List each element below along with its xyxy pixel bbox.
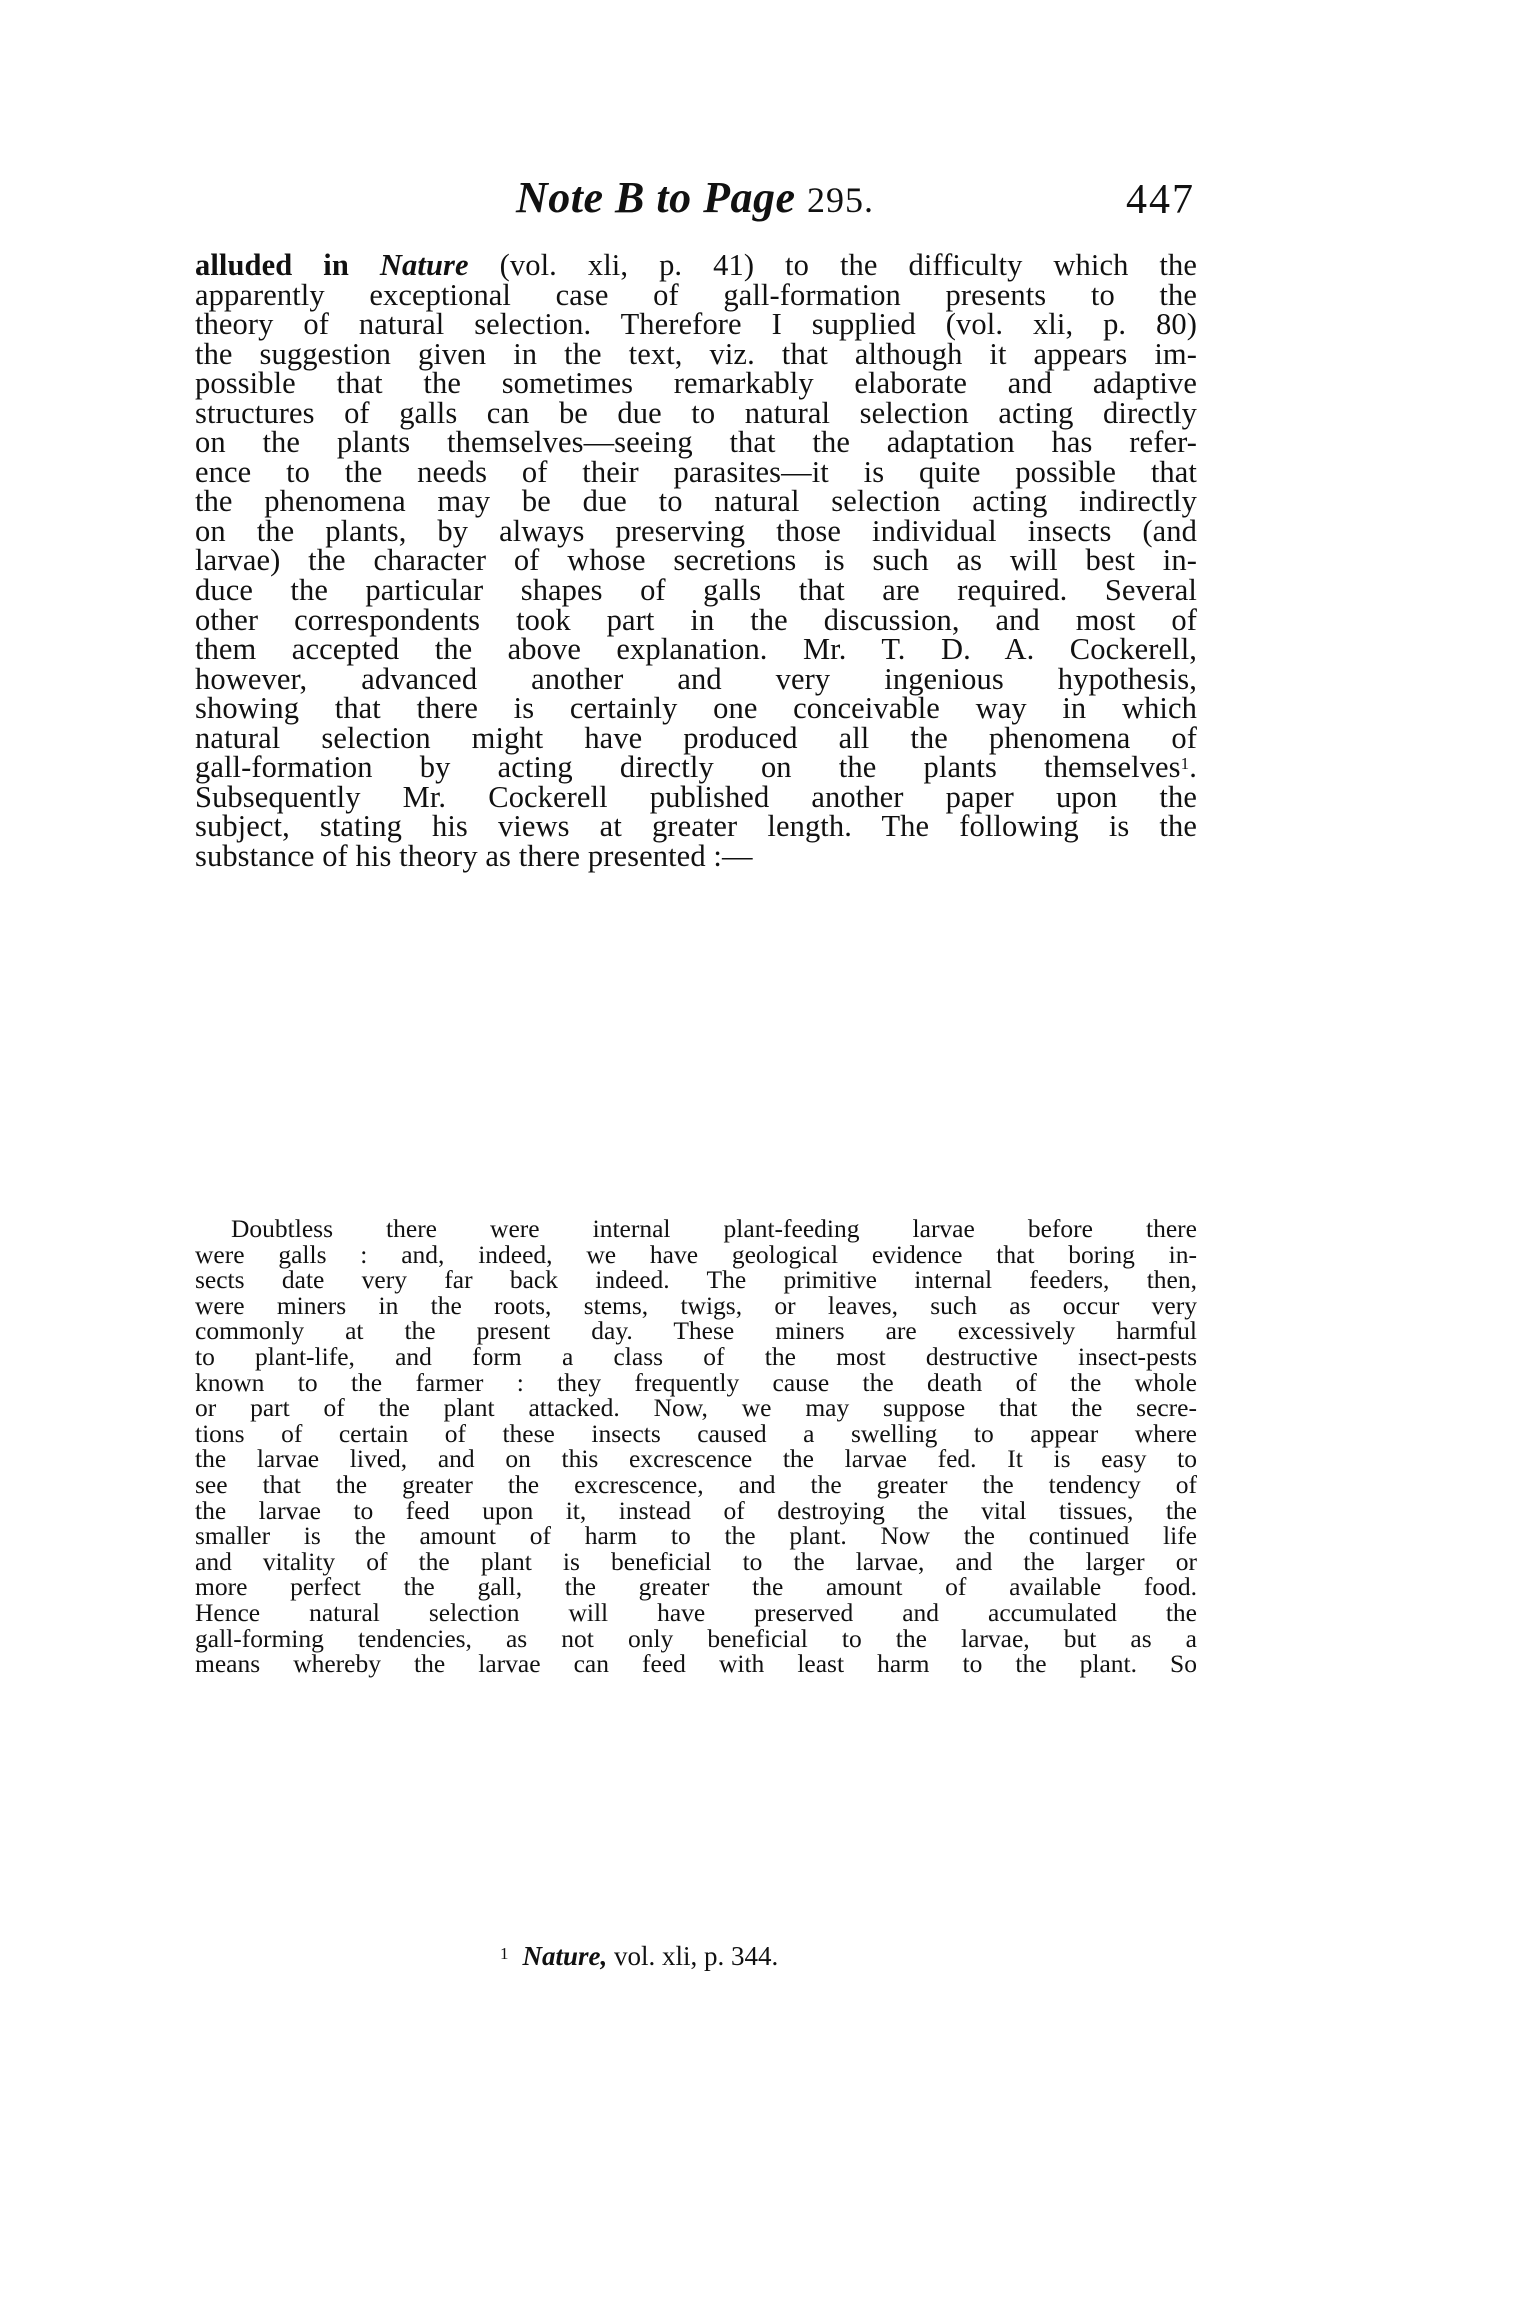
quote-line: see that the greater the excrescence, and the greater the tendency of <box>195 1469 1197 1499</box>
body-line: Subsequently Mr. Cockerell published another paper upon the <box>195 779 1197 814</box>
running-title-text: Note B to Page <box>515 173 796 222</box>
body-line-text: gall-formation by acting directly on the plants themselves <box>195 750 1181 785</box>
running-title <box>195 168 1195 230</box>
body-line: them accepted the above explanation. Mr. T. D. A. Cockerell, <box>195 632 1197 667</box>
quote-line: gall-forming tendencies, as not only beneficial to the larvae, but as a <box>195 1623 1197 1653</box>
quote-line: to plant-life, and form a class of the most destructive insect-pests <box>195 1341 1197 1371</box>
body-line: subject, stating his views at greater length. The following is the <box>195 809 1197 844</box>
footnote <box>500 1936 1000 1976</box>
quote-line: means whereby the larvae can feed with least harm to the plant. So <box>195 1649 1197 1679</box>
footnote-citation: vol. xli, p. 344. <box>607 1941 779 1971</box>
body-line: duce the particular shapes of galls that are required. Several <box>195 573 1197 608</box>
quote-line: the larvae to feed upon it, instead of destroying the vital tissues, the <box>195 1495 1197 1525</box>
body-line: on the plants themselves—seeing that the adaptation has refer- <box>195 425 1197 460</box>
quote-line: or part of the plant attacked. Now, we may suppose that the secre- <box>195 1393 1197 1423</box>
body-line: natural selection might have produced all the phenomena of <box>195 720 1197 755</box>
body-line-text: . <box>1189 750 1197 785</box>
body-line: the suggestion given in the text, viz. that although it appears im- <box>195 336 1197 371</box>
body-line: on the plants, by always preserving those individual insects (and <box>195 513 1197 548</box>
footnote-reference[interactable]: 1 <box>1180 754 1190 774</box>
running-title-page-ref: 295. <box>807 180 874 220</box>
quote-line: the larvae lived, and on this excrescence the larvae fed. It is easy to <box>195 1444 1197 1474</box>
body-line: other correspondents took part in the discussion, and most of <box>195 602 1197 637</box>
block-quote <box>195 1216 1197 1677</box>
body-line: possible that the sometimes remarkably elaborate and adaptive <box>195 366 1197 401</box>
quote-line: smaller is the amount of harm to the plant. Now the continued life <box>195 1521 1197 1551</box>
body-line: showing that there is certainly one conceivable way in which <box>195 691 1197 726</box>
body-line: structures of galls can be due to natural selection acting directly <box>195 395 1197 430</box>
quote-line: tions of certain of these insects caused a swelling to appear where <box>195 1418 1197 1448</box>
quote-line: sects date very far back indeed. The primitive internal feeders, then, <box>195 1265 1197 1295</box>
journal-title-nature: Nature <box>379 248 469 282</box>
body-paragraph <box>195 248 1197 873</box>
page-number: 447 <box>1126 177 1195 223</box>
footnote-journal-title: Nature, <box>522 1941 608 1971</box>
body-line <box>195 750 1197 785</box>
quote-line: commonly at the present day. These miners are excessively harmful <box>195 1316 1197 1346</box>
quote-line: Doubtless there were internal plant-feeding larvae before there <box>231 1214 1197 1243</box>
body-line-text: (vol. xli, p. 41) to the difficulty which the <box>468 248 1197 282</box>
body-line: theory of natural selection. Therefore I supplied (vol. xli, p. 80) <box>195 307 1197 342</box>
quote-line: Hence natural selection will have preserved and accumulated the <box>195 1597 1197 1627</box>
footnote-mark: 1 <box>500 1944 509 1963</box>
quote-line: and vitality of the plant is beneficial to the larvae, and the larger or <box>195 1546 1197 1576</box>
quote-line: were miners in the roots, stems, twigs, or leaves, such as occur very <box>195 1290 1197 1320</box>
body-line <box>195 248 1197 282</box>
quote-line: known to the farmer : they frequently cause the death of the whole <box>195 1367 1197 1397</box>
body-line: apparently exceptional case of gall-formation presents to the <box>195 277 1197 312</box>
body-line: however, advanced another and very ingenious hypothesis, <box>195 661 1197 696</box>
quote-line: were galls : and, indeed, we have geological evidence that boring in- <box>195 1239 1197 1269</box>
body-line: substance of his theory as there presented :— <box>195 838 753 873</box>
body-line: ence to the needs of their parasites—it is quite possible that <box>195 454 1197 489</box>
body-line: larvae) the character of whose secretions is such as will best in- <box>195 543 1197 578</box>
quote-line: more perfect the gall, the greater the amount of available food. <box>195 1572 1197 1602</box>
running-head <box>195 168 1195 228</box>
body-line-text: alluded in <box>195 248 380 282</box>
body-line: the phenomena may be due to natural selection acting indirectly <box>195 484 1197 519</box>
